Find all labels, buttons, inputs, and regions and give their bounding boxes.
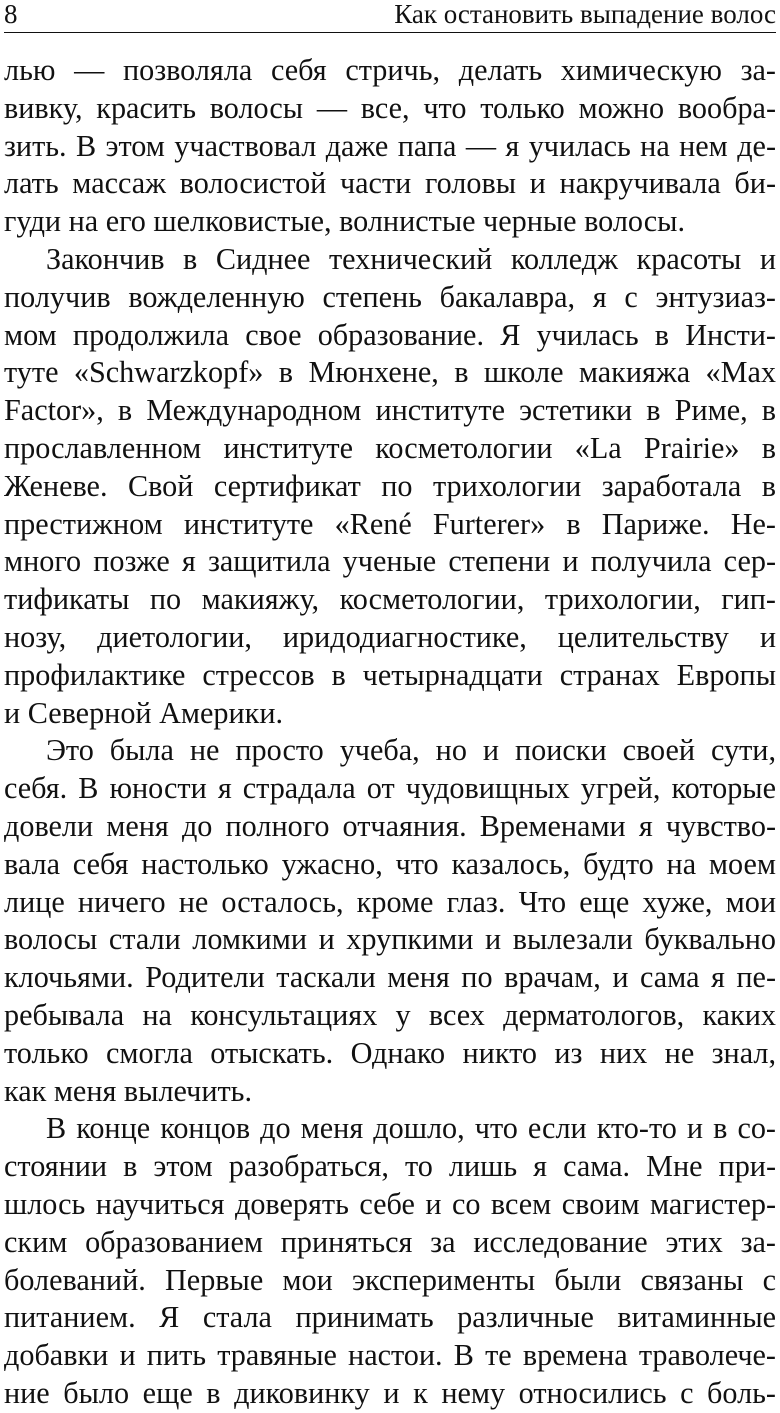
text-line: Это была не просто учеба, но и поиски своей сути, xyxy=(46,733,776,768)
text-line: волосы стали ломкими и хрупкими и вылезали буквально xyxy=(4,922,776,957)
text-line: В конце концов до меня дошло, что если кто-то и в со- xyxy=(46,1111,776,1146)
body-text xyxy=(4,52,776,1413)
text-line: зить. В этом участвовал даже папа — я училась на нем де- xyxy=(4,128,776,163)
text-line: профилактике стрессов в четырнадцати странах Европы xyxy=(4,657,776,692)
text-line: как меня вылечить. xyxy=(4,1073,252,1108)
text-line: много позже я защитила ученые степени и получила сер- xyxy=(4,544,776,579)
book-title: Как остановить выпадение волос xyxy=(394,0,776,29)
text-line: шлось научиться доверять себе и со всем своим магистер- xyxy=(4,1186,776,1221)
text-line: гуди на его шелковистые, волнистые черные волосы. xyxy=(4,204,685,239)
text-line: стоянии в этом разобраться, то лишь я сама. Мне при- xyxy=(4,1149,776,1184)
text-line: Женеве. Свой сертификат по трихологии заработала в xyxy=(4,468,776,503)
paragraph xyxy=(4,241,776,732)
text-line: и Северной Америки. xyxy=(4,695,284,730)
text-line: Закончив в Сиднее технический колледж красоты и xyxy=(46,241,776,276)
page-number: 8 xyxy=(4,0,18,29)
text-line: довели меня до полного отчаяния. Временами я чувство- xyxy=(4,808,776,843)
text-line: питанием. Я стала принимать различные витаминные xyxy=(4,1300,776,1335)
text-line: получив вожделенную степень бакалавра, я с энтузиаз- xyxy=(4,279,776,314)
paragraph xyxy=(4,1110,776,1412)
text-line: ние было еще в диковинку и к нему относились с боль- xyxy=(4,1375,776,1410)
text-line: тификаты по макияжу, косметологии, трихологии, гип- xyxy=(4,582,776,617)
text-line: лать массаж волосистой части головы и накручивала би- xyxy=(4,166,776,201)
text-line: нозу, диетологии, иридодиагностике, целительству и xyxy=(4,619,776,654)
text-line: себя. В юности я страдала от чудовищных угрей, которые xyxy=(4,771,776,806)
text-line: мом продолжила свое образование. Я училась в Инсти- xyxy=(4,317,776,352)
text-line: клочьями. Родители таскали меня по врачам, и сама я пе- xyxy=(4,960,776,995)
paragraph xyxy=(4,732,776,1110)
text-line: ским образованием приняться за исследование этих за- xyxy=(4,1224,776,1259)
text-line: престижном институте «René Furterer» в Париже. Не- xyxy=(4,506,776,541)
text-line: Factor», в Международном институте эстетики в Риме, в xyxy=(4,393,776,428)
text-line: болеваний. Первые мои эксперименты были связаны с xyxy=(4,1262,776,1297)
paragraph xyxy=(4,52,776,241)
text-line: прославленном институте косметологии «La Prairie» в xyxy=(4,430,776,465)
text-line: лью — позволяла себя стричь, делать химическую за- xyxy=(4,53,776,87)
text-line: лице ничего не осталось, кроме глаз. Что еще хуже, мои xyxy=(4,884,776,919)
text-line: вивку, красить волосы — все, что только можно вообра- xyxy=(4,90,776,125)
text-line: только смогла отыскать. Однако никто из них не знал, xyxy=(4,1035,776,1070)
running-header xyxy=(4,0,776,33)
text-line: добавки и пить травяные настои. В те времена траволече- xyxy=(4,1338,776,1373)
text-line: вала себя настолько ужасно, что казалось, будто на моем xyxy=(4,846,776,881)
text-line: туте «Schwarzkopf» в Мюнхене, в школе макияжа «Max xyxy=(4,355,776,390)
text-line: ребывала на консультациях у всех дерматологов, каких xyxy=(4,997,776,1032)
